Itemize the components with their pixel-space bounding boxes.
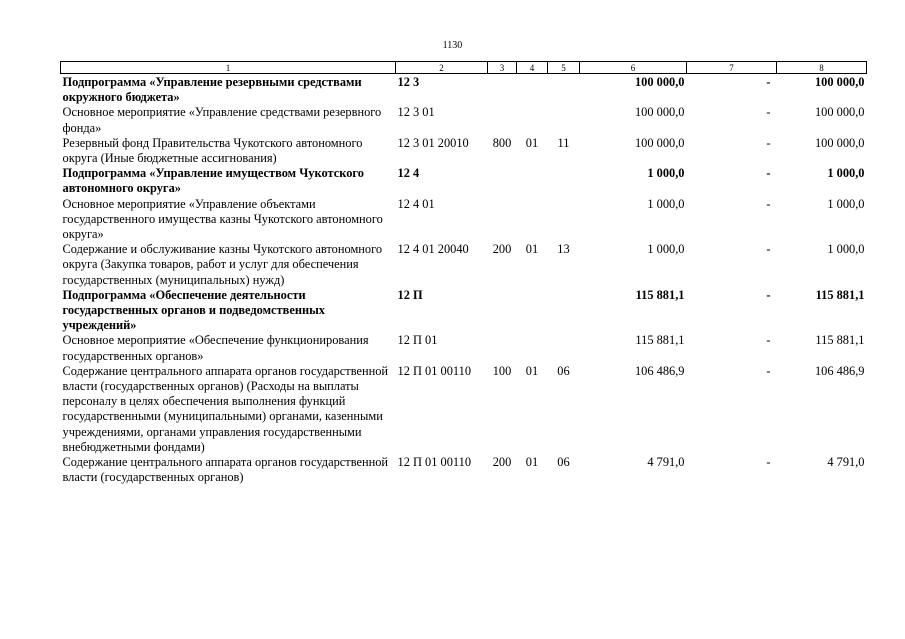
row-amount-8: 4 791,0 [827, 455, 865, 470]
row-pr [548, 166, 580, 196]
row-amount-8: 1 000,0 [827, 242, 865, 257]
row-rz: 01 [525, 242, 539, 257]
row-name: Основное мероприятие «Управление объектами государственного имущества казны Чукотского автономного округа» [62, 196, 383, 242]
row-vr [488, 74, 517, 106]
table-row [61, 197, 867, 243]
row-pr: 06 [557, 363, 570, 378]
row-amount-7: - [766, 455, 771, 470]
row-vr [488, 333, 517, 363]
table-body [61, 74, 867, 486]
row-amount-6: 115 881,1 [635, 333, 685, 348]
row-pr [548, 288, 580, 334]
row-rz [517, 333, 548, 363]
column-header-8: 8 [777, 62, 867, 74]
column-header-7: 7 [687, 62, 777, 74]
row-pr: 11 [557, 135, 570, 150]
column-header-3: 3 [488, 62, 517, 74]
row-vr [488, 197, 517, 243]
table-row [61, 364, 867, 455]
budget-table [60, 61, 867, 485]
table-row [61, 333, 867, 363]
row-amount-6: 4 791,0 [647, 455, 685, 470]
row-pr: 06 [557, 455, 570, 470]
row-amount-7: - [766, 75, 771, 89]
row-pr [548, 197, 580, 243]
row-name: Содержание центрального аппарата органов государственной власти (государственных органов) [62, 455, 389, 485]
row-name: Содержание центрального аппарата органов государственной власти (государственных органов) (Расходы на выплаты персоналу в целях обеспечения выполнения функций государственными (муниципальными) органами, казенными учреждениями, органами управления государственными внебюджетными фондами) [62, 363, 389, 454]
page-number: 1130 [442, 40, 463, 51]
row-amount-7: - [766, 196, 771, 211]
row-vr [488, 105, 517, 135]
row-amount-7: - [766, 333, 771, 348]
row-amount-6: 106 486,9 [634, 363, 685, 378]
table-row [61, 455, 867, 485]
row-amount-6: 1 000,0 [647, 242, 685, 257]
row-rz [517, 74, 548, 106]
row-name: Содержание и обслуживание казны Чукотского автономного округа (Закупка товаров, работ и услуг для обеспечения государственных (муниципальных) нужд) [62, 242, 383, 287]
row-rz: 01 [525, 455, 539, 470]
row-amount-8: 1 000,0 [827, 196, 865, 211]
row-rz: 01 [525, 135, 539, 150]
row-pr [548, 105, 580, 135]
table-row [61, 288, 867, 334]
row-amount-7: - [766, 105, 771, 120]
row-vr [488, 166, 517, 196]
row-name: Резервный фонд Правительства Чукотского автономного округа (Иные бюджетные ассигнования) [62, 135, 363, 166]
row-code: 12 4 [397, 166, 420, 181]
row-amount-8: 106 486,9 [814, 363, 865, 378]
row-amount-6: 115 881,1 [635, 287, 685, 302]
row-amount-7: - [766, 242, 771, 257]
row-amount-7: - [766, 135, 771, 150]
row-name: Основное мероприятие «Обеспечение функционирования государственных органов» [62, 333, 369, 363]
column-header-6: 6 [580, 62, 687, 74]
row-amount-8: 1 000,0 [827, 166, 865, 181]
row-code: 12 П [397, 287, 423, 302]
row-rz [517, 166, 548, 196]
column-header-1: 1 [61, 62, 396, 74]
row-code: 12 4 01 20040 [397, 242, 469, 257]
row-amount-8: 100 000,0 [814, 105, 865, 120]
row-amount-7: - [766, 287, 771, 302]
row-rz [517, 197, 548, 243]
table-header [61, 62, 867, 74]
row-code: 12 П 01 00110 [397, 455, 472, 470]
column-header-4: 4 [517, 62, 548, 74]
row-pr [548, 333, 580, 363]
row-amount-6: 100 000,0 [634, 135, 685, 150]
table-row [61, 105, 867, 135]
column-header-5: 5 [548, 62, 580, 74]
row-code: 12 3 01 20010 [397, 135, 469, 150]
row-amount-8: 100 000,0 [814, 135, 865, 150]
row-vr [488, 288, 517, 334]
column-header-2: 2 [396, 62, 488, 74]
row-vr: 800 [492, 135, 512, 150]
row-rz: 01 [525, 363, 539, 378]
row-code: 12 4 01 [397, 196, 435, 211]
row-name: Основное мероприятие «Управление средствами резервного фонда» [62, 105, 382, 135]
row-rz [517, 105, 548, 135]
row-amount-8: 100 000,0 [814, 75, 865, 89]
row-amount-6: 100 000,0 [634, 105, 685, 120]
row-code: 12 П 01 [397, 333, 438, 348]
row-amount-7: - [766, 166, 771, 181]
row-code: 12 П 01 00110 [397, 363, 472, 378]
row-name: Подпрограмма «Обеспечение деятельности государственных органов и подведомственных учреждений» [62, 287, 325, 333]
row-amount-7: - [766, 363, 771, 378]
row-vr: 200 [492, 242, 512, 257]
row-pr: 13 [557, 242, 570, 257]
table-row [61, 74, 867, 106]
table-row [61, 166, 867, 196]
row-rz [517, 288, 548, 334]
row-name: Подпрограмма «Управление резервными средствами окружного бюджета» [62, 75, 362, 105]
row-name: Подпрограмма «Управление имуществом Чукотского автономного округа» [62, 166, 364, 196]
row-amount-6: 1 000,0 [647, 196, 685, 211]
row-amount-8: 115 881,1 [815, 287, 865, 302]
table-row [61, 136, 867, 166]
row-vr: 200 [492, 455, 512, 470]
row-code: 12 3 [397, 75, 420, 89]
row-amount-6: 1 000,0 [647, 166, 685, 181]
row-amount-8: 115 881,1 [815, 333, 865, 348]
row-amount-6: 100 000,0 [634, 75, 685, 89]
column-number-row [61, 62, 867, 74]
table-row [61, 242, 867, 288]
row-code: 12 3 01 [397, 105, 435, 120]
row-vr: 100 [492, 363, 512, 378]
row-pr [548, 74, 580, 106]
